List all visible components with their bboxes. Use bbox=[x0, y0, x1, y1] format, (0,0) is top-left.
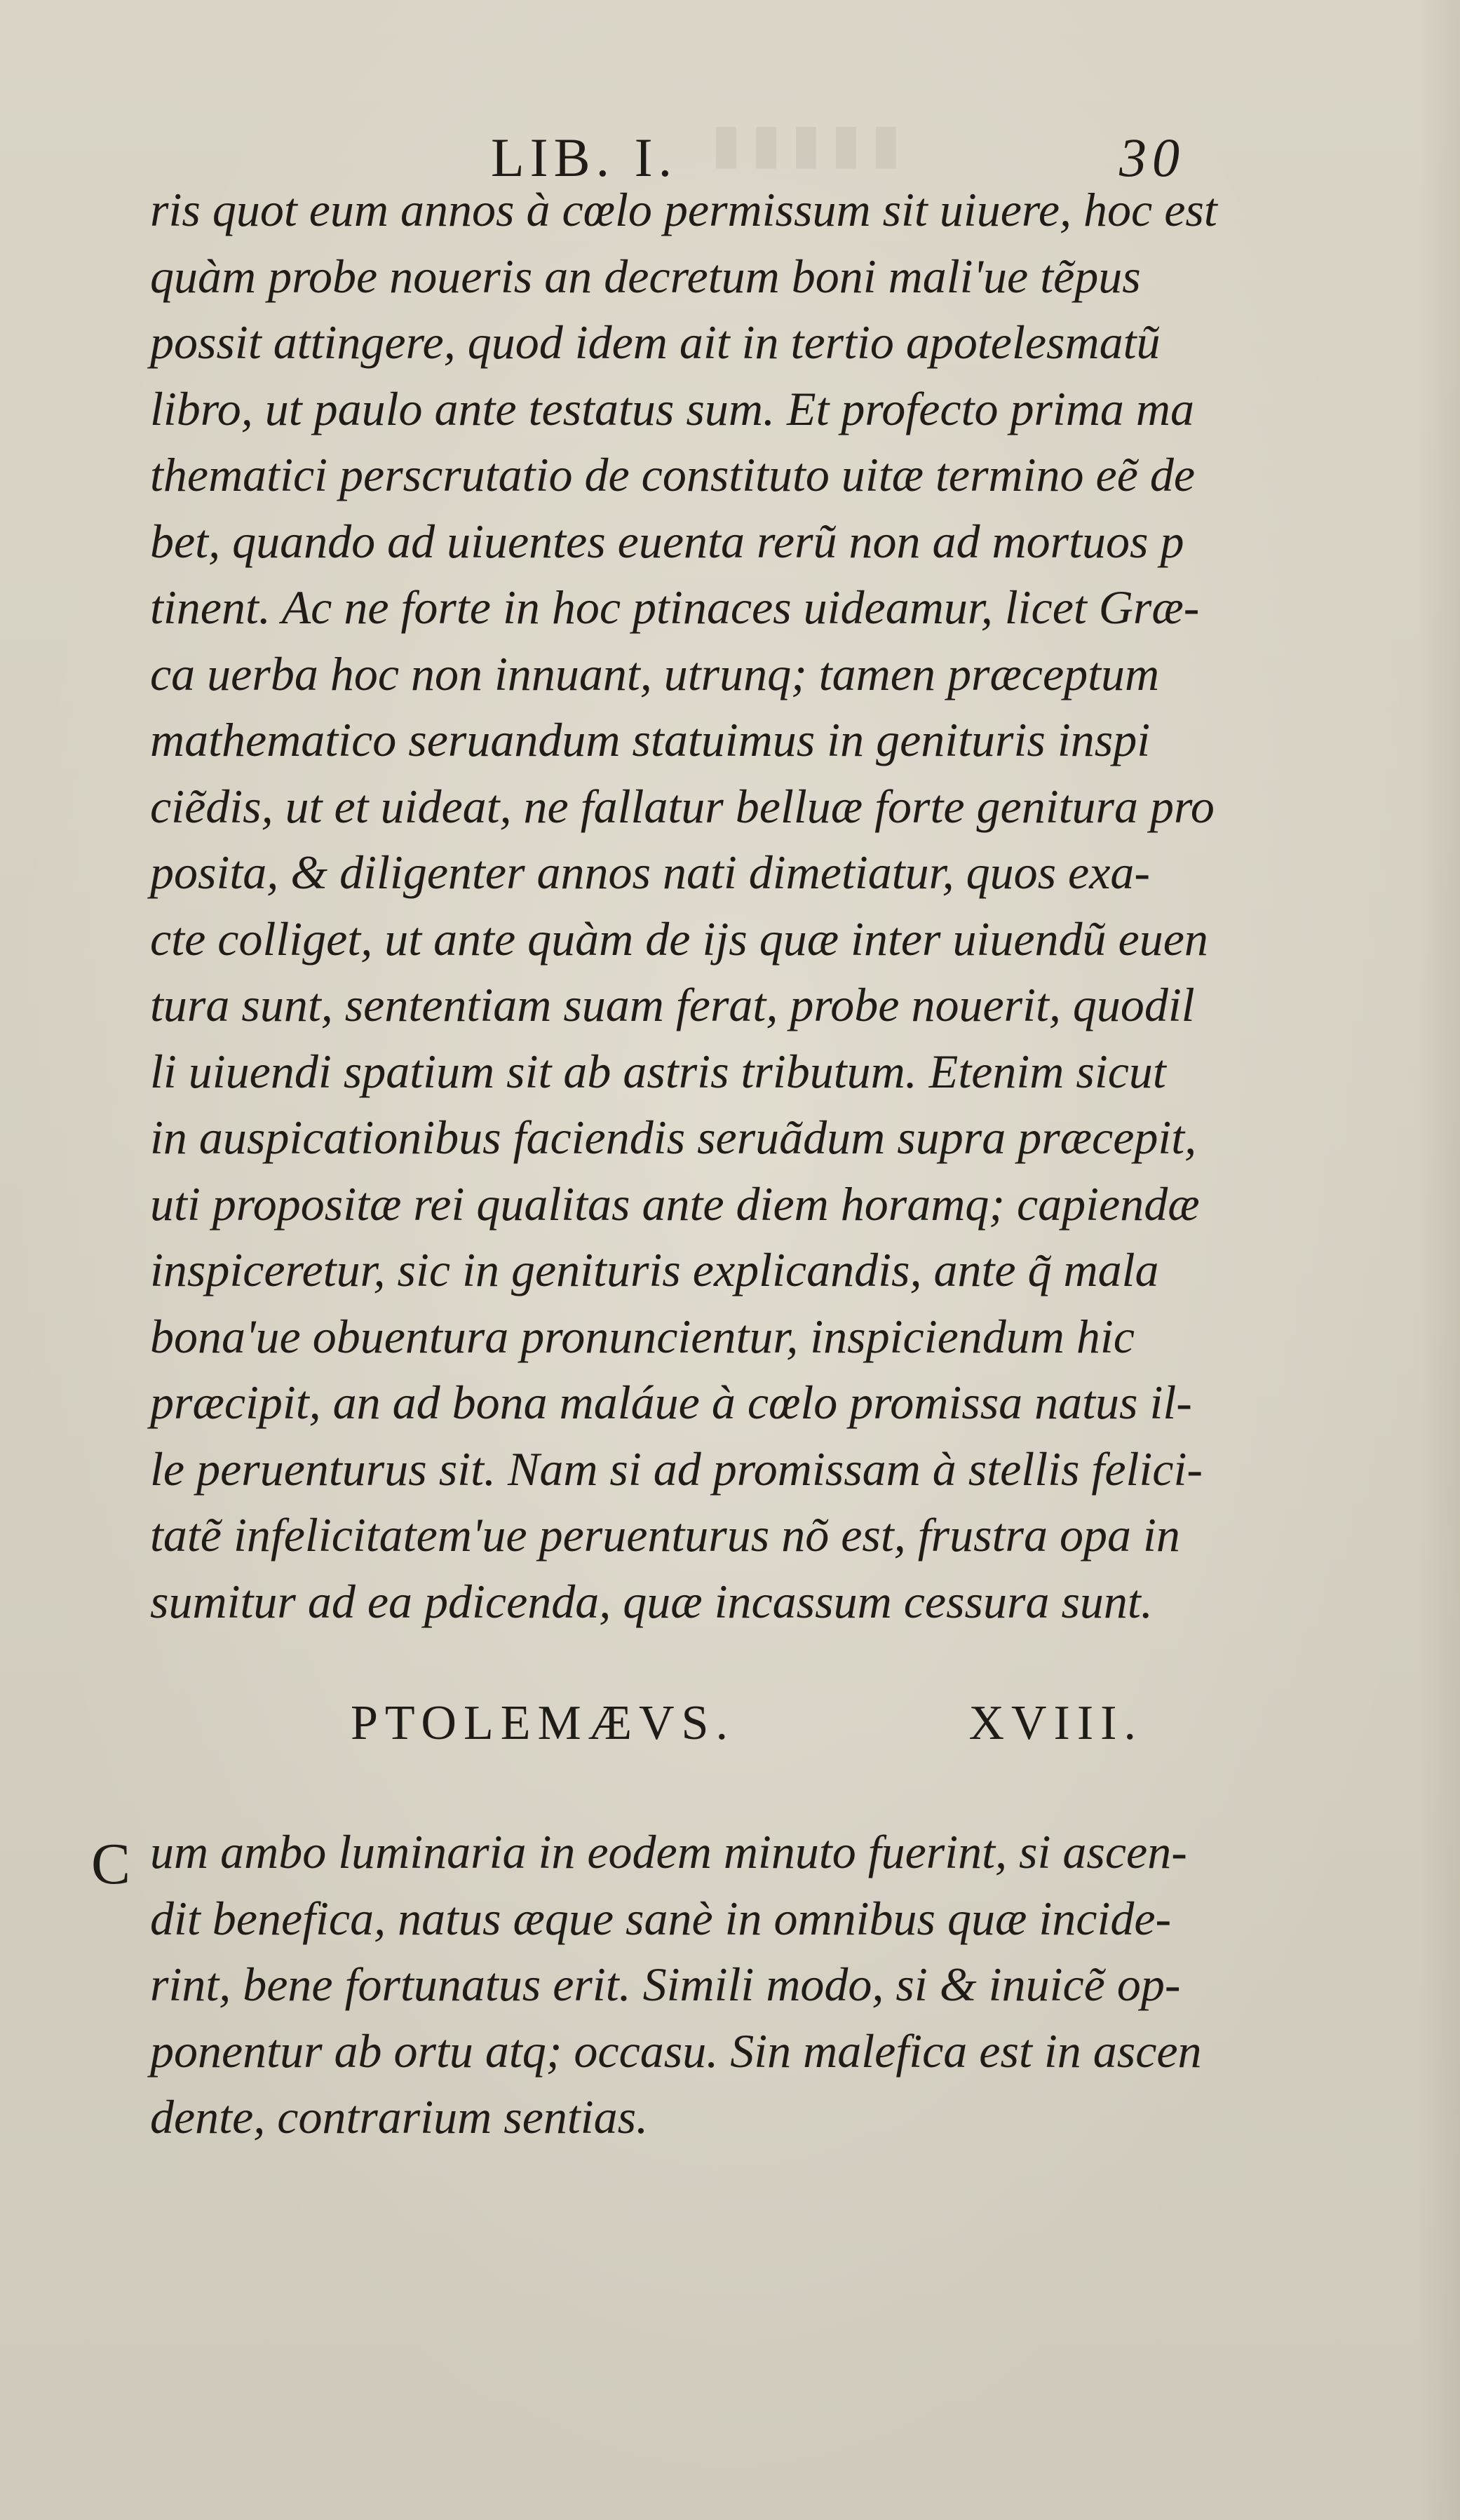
text-line: posita, & diligenter annos nati dimetiatur, quos exa- bbox=[150, 846, 1151, 899]
text-line: libro, ut paulo ante testatus sum. Et profecto prima ma bbox=[150, 381, 1195, 435]
text-line: inspiceretur, sic in genituris explicandis, ante q̃ mala bbox=[150, 1243, 1159, 1296]
text-line: uti propositæ rei qualitas ante diem horamq; capiendæ bbox=[150, 1177, 1200, 1231]
text-line: rint, bene fortunatus erit. Simili modo, si & inuicẽ op- bbox=[150, 1958, 1181, 2011]
text-line: possit attingere, quod idem ait in tertio apotelesmatũ bbox=[150, 316, 1161, 369]
section-heading-number: XVIII. bbox=[968, 1696, 1143, 1750]
drop-initial: C bbox=[91, 1831, 131, 1897]
folio-number: 30 bbox=[1119, 127, 1185, 188]
text-line: mathematico seruandum statuimus in genituris inspi bbox=[150, 713, 1151, 766]
commentary-paragraph bbox=[150, 177, 1272, 1634]
text-line: quàm probe noueris an decretum boni mali'ue tẽpus bbox=[150, 249, 1141, 303]
text-line: cte colliget, ut ante quàm de ijs quæ inter uiuendũ euen bbox=[150, 912, 1208, 966]
book-number: LIB. I. bbox=[491, 127, 678, 188]
text-line: præcipit, an ad bona maláue à cœlo promissa natus il- bbox=[150, 1376, 1192, 1429]
text-line: le peruenturus sit. Nam si ad promissam à stellis felici- bbox=[150, 1442, 1203, 1496]
bleed-through-shadow: ▮▮▮▮▮ bbox=[701, 113, 901, 174]
section-heading bbox=[351, 1695, 1143, 1766]
text-line: ponentur ab ortu atq; occasu. Sin malefica est in ascen bbox=[150, 2024, 1202, 2078]
text-line: tatẽ infelicitatem'ue peruenturus nõ est, frustra opa in bbox=[150, 1508, 1180, 1562]
text-line: tinent. Ac ne forte in hoc ptinaces uideamur, licet Græ- bbox=[150, 581, 1200, 634]
text-line: bona'ue obuentura pronuncientur, inspiciendum hic bbox=[150, 1309, 1135, 1363]
text-line: ris quot eum annos à cœlo permissum sit uiuere, hoc est bbox=[150, 183, 1217, 236]
text-line: um ambo luminaria in eodem minuto fuerint, si ascen- bbox=[150, 1825, 1187, 1878]
text-line: sumitur ad ea pdicenda, quæ incassum cessura sunt. bbox=[150, 1574, 1153, 1628]
text-line: bet, quando ad uiuentes euenta rerũ non ad mortuos p bbox=[150, 514, 1184, 568]
section-heading-name: PTOLEMÆVS. bbox=[351, 1696, 735, 1750]
text-line: ciẽdis, ut et uideat, ne fallatur belluæ forte genitura pro bbox=[150, 779, 1215, 833]
text-line: li uiuendi spatium sit ab astris tributum. Etenim sicut bbox=[150, 1044, 1166, 1098]
text-line: dente, contrarium sentias. bbox=[150, 2090, 649, 2143]
text-line: thematici perscrutatio de constituto uitæ termino eẽ de bbox=[150, 448, 1196, 501]
text-line: ca uerba hoc non innuant, utrunq; tamen præceptum bbox=[150, 646, 1160, 700]
text-line: tura sunt, sententiam suam ferat, probe nouerit, quodil bbox=[150, 978, 1195, 1031]
text-line: dit benefica, natus æque sanè in omnibus quæ incide- bbox=[150, 1891, 1172, 1945]
text-line: in auspicationibus faciendis seruãdum supra præcepit, bbox=[150, 1111, 1197, 1164]
ptolemy-aphorism-paragraph bbox=[150, 1819, 1272, 2150]
